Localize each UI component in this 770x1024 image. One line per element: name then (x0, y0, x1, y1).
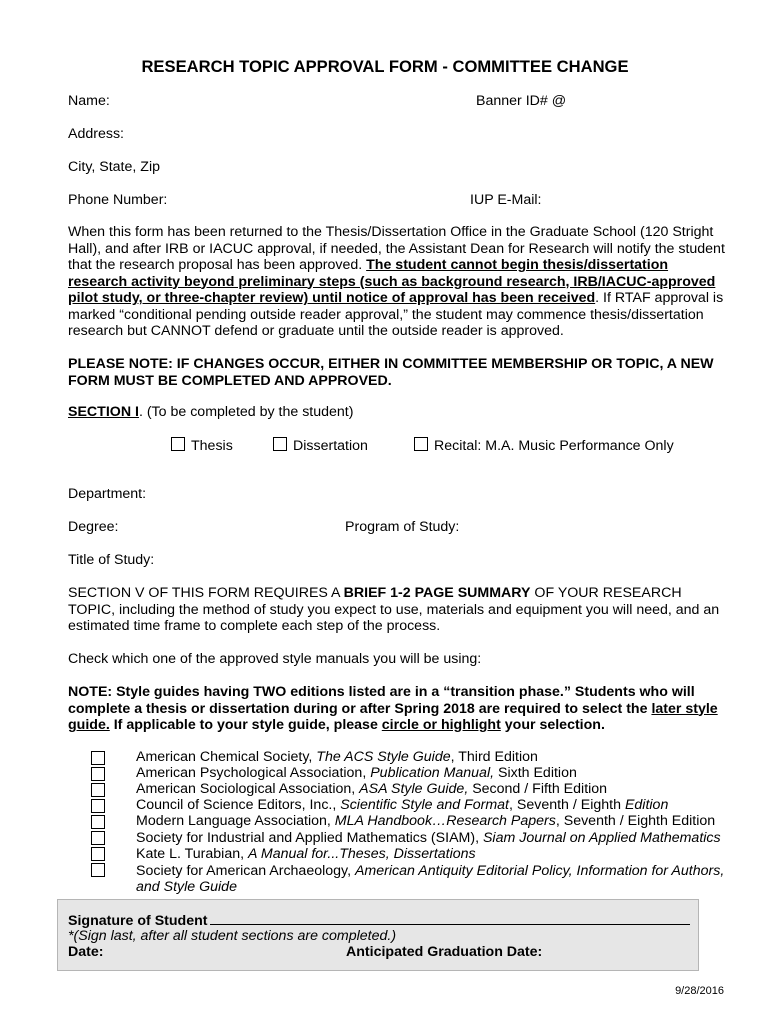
city-state-zip-label: City, State, Zip (68, 159, 160, 175)
address-label: Address: (68, 126, 124, 142)
section-5-paragraph (68, 585, 728, 635)
thesis-option[interactable] (171, 437, 233, 454)
mla-checkbox[interactable] (91, 815, 105, 829)
style-saa-cont: and Style Guide (136, 879, 237, 895)
style-turabian: Kate L. Turabian, A Manual for...Theses, Dissertations (136, 846, 476, 862)
section-1-heading (68, 404, 353, 420)
apa-checkbox[interactable] (91, 767, 105, 781)
thesis-label: Thesis (191, 438, 233, 454)
acs-checkbox[interactable] (91, 751, 105, 765)
department-label: Department: (68, 486, 147, 502)
style-asa: American Sociological Association, ASA Style Guide, Second / Fifth Edition (136, 781, 608, 797)
section-5-bold: BRIEF 1-2 PAGE SUMMARY (343, 585, 531, 601)
please-note: PLEASE NOTE: IF CHANGES OCCUR, EITHER IN COMMITTEE MEMBERSHIP OR TOPIC, A NEW FORM MUST BE COMPLETED AND APPROVED. (68, 356, 714, 389)
name-label: Name: (68, 93, 110, 109)
style-note-circle: circle or highlight (381, 717, 501, 733)
degree-label: Degree: (68, 519, 119, 535)
title-of-study-label: Title of Study: (68, 552, 155, 568)
recital-label: Recital: M.A. Music Performance Only (434, 438, 674, 454)
style-note-pre: NOTE: Style guides having TWO editions listed are in a “transition phase.” Students who will complete a thesis or dissertation during or after Spring 2018 are required to select the (68, 684, 695, 717)
style-note-later: later style guide. (68, 700, 718, 733)
recital-checkbox[interactable] (414, 437, 428, 451)
style-cse: Council of Science Editors, Inc., Scientific Style and Format, Seventh / Eighth Edition (136, 797, 669, 813)
dissertation-checkbox[interactable] (273, 437, 287, 451)
cse-checkbox[interactable] (91, 799, 105, 813)
signature-note: *(Sign last, after all student sections are completed.) (68, 928, 397, 944)
asa-checkbox[interactable] (91, 783, 105, 797)
style-mla: Modern Language Association, MLA Handbook…Research Papers, Seventh / Eighth Edition (136, 813, 716, 829)
thesis-checkbox[interactable] (171, 437, 185, 451)
signature-row (68, 911, 690, 929)
style-apa: American Psychological Association, Publication Manual, Sixth Edition (136, 765, 577, 781)
banner-id-label: Banner ID# @ (476, 93, 567, 109)
signature-line[interactable] (210, 911, 690, 925)
turabian-checkbox[interactable] (91, 847, 105, 861)
date-label: Date: (68, 944, 104, 960)
style-acs: American Chemical Society, The ACS Style Guide, Third Edition (136, 749, 538, 765)
dissertation-label: Dissertation (293, 438, 368, 454)
style-note-mid: If applicable to your style guide, please (109, 717, 382, 733)
page-title: RESEARCH TOPIC APPROVAL FORM - COMMITTEE CHANGE (141, 57, 629, 76)
intro-text-1: When this form has been returned to the Thesis/Dissertation Office in the Graduate School (120 Stright Hall), and after IRB or IACUC approval, if needed, the Assistant Dean for Research will notify the student that the research proposal has been approved. (68, 224, 725, 273)
style-siam: Society for Industrial and Applied Mathematics (SIAM), Siam Journal on Applied Mathematics (136, 830, 721, 846)
style-saa: Society for American Archaeology, American Antiquity Editorial Policy, Information for Authors, (136, 863, 725, 879)
email-label: IUP E-Mail: (470, 192, 542, 208)
phone-label: Phone Number: (68, 192, 168, 208)
section-1-instruction: . (To be completed by the student) (138, 404, 354, 420)
saa-checkbox[interactable] (91, 863, 105, 877)
dissertation-option[interactable] (273, 437, 368, 454)
intro-paragraph (68, 224, 728, 340)
footer-date: 9/28/2016 (675, 985, 724, 997)
section-5-pre: SECTION V OF THIS FORM REQUIRES A (68, 585, 344, 601)
section-1-title: SECTION I (68, 404, 139, 420)
recital-option[interactable] (414, 437, 674, 454)
signature-label: Signature of Student (68, 913, 208, 929)
siam-checkbox[interactable] (91, 831, 105, 845)
style-note (68, 684, 728, 734)
signature-box (57, 899, 699, 971)
graduation-date-label: Anticipated Graduation Date: (346, 944, 543, 960)
program-label: Program of Study: (345, 519, 460, 535)
section-5-post: OF YOUR RESEARCH TOPIC, including the method of study you expect to use, materials and equipment you will need, and an estimated time frame to complete each step of the process. (68, 585, 720, 634)
style-manual-instruction: Check which one of the approved style manuals you will be using: (68, 651, 482, 667)
style-note-post: your selection. (500, 717, 605, 733)
intro-text-2: . If RTAF approval is marked “conditional pending outside reader approval,” the student may commence thesis/dissertation research but CANNOT defend or graduate until the outside reader is approved. (68, 290, 724, 339)
intro-warning: The student cannot begin thesis/dissertation research activity beyond preliminary steps (such as background research, IRB/IACUC-approved pilot study, or three-chapter review) until notice of approval has been received (68, 257, 716, 306)
